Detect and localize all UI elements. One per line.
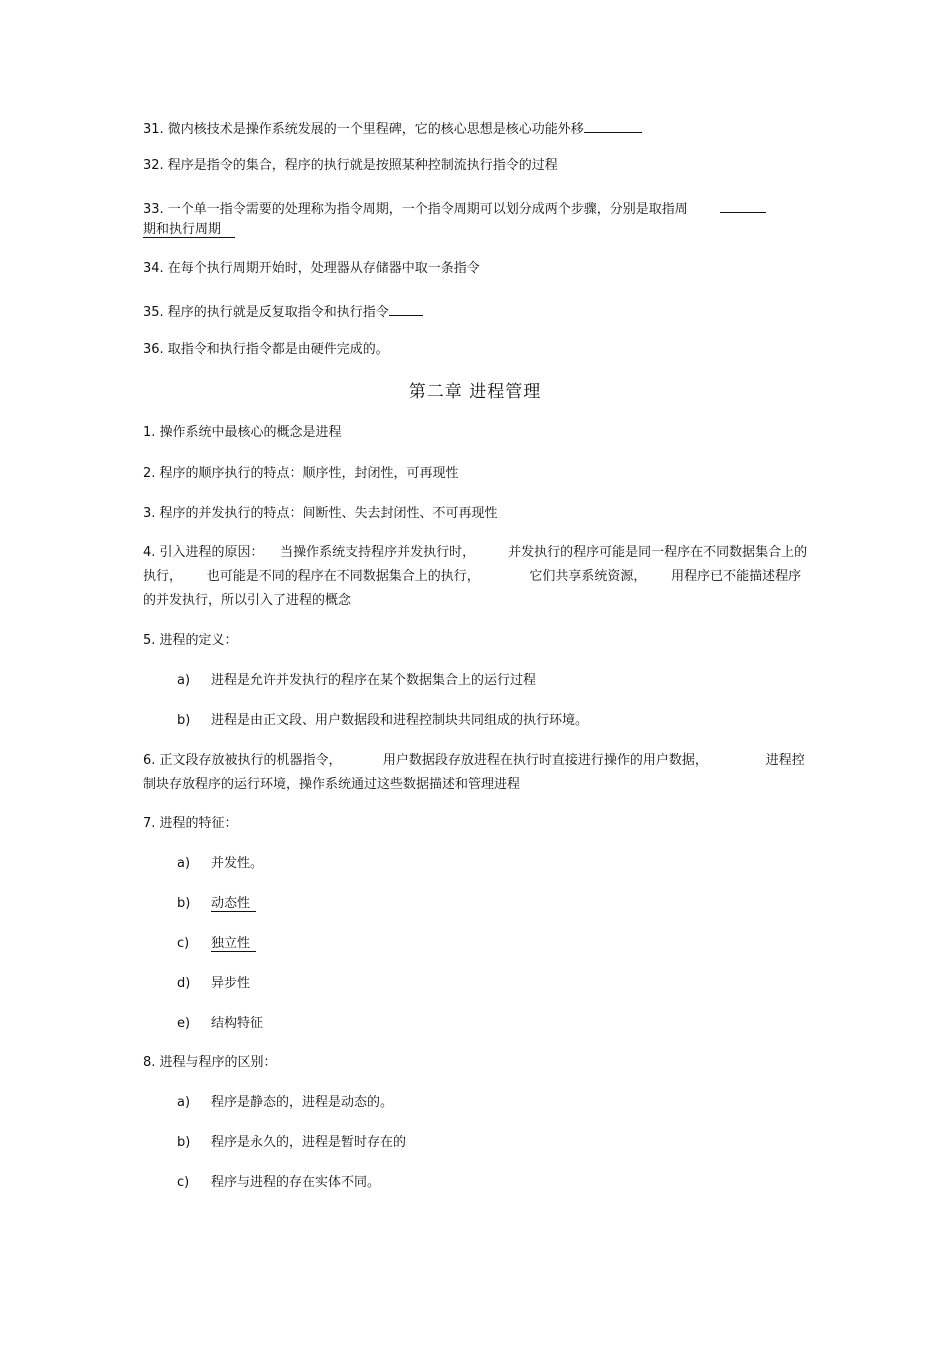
- list-item: [177, 935, 256, 953]
- chapter2-question-8-text: 8. 进程与程序的区别：: [143, 1055, 277, 1070]
- question-31-text: 31. 微内核技术是操作系统发展的一个里程碑，它的核心思想是核心功能外移: [143, 122, 584, 137]
- question-33-continued-text: 期和执行周期: [143, 222, 235, 238]
- chapter2-question-7: [143, 815, 238, 833]
- list-item-text: 程序与进程的存在实体不同。: [211, 1175, 381, 1190]
- chapter2-question-5: [143, 632, 238, 650]
- list-item: [177, 855, 263, 873]
- list-item: [177, 672, 536, 690]
- question-34-text: 34. 在每个执行周期开始时，处理器从存储器中取一条指令: [143, 261, 480, 276]
- list-item-text: 并发性。: [211, 856, 264, 871]
- list-item: [177, 712, 588, 730]
- list-marker: a): [177, 1095, 191, 1110]
- question-33-line1: [143, 198, 766, 219]
- question-35: [143, 301, 423, 322]
- list-item: [177, 1094, 393, 1112]
- list-marker: c): [177, 936, 190, 951]
- chapter-title: 第二章 进程管理: [408, 382, 542, 402]
- chapter2-question-5-text: 5. 进程的定义：: [143, 633, 238, 648]
- list-item: [177, 1134, 406, 1152]
- chapter2-question-7-text: 7. 进程的特征：: [143, 816, 238, 831]
- list-item: [177, 1174, 380, 1192]
- question-32: [143, 157, 558, 175]
- chapter2-question-6: 6. 正文段存放被执行的机器指令， 用户数据段存放进程在执行时直接进行操作的用户数据， 进程控制块存放程序的运行环境，操作系统通过这些数据描述和管理进程: [143, 753, 805, 792]
- list-item-text: 进程是由正文段、用户数据段和进程控制块共同组成的执行环境。: [211, 713, 589, 728]
- chapter2-question-2-text: 2. 程序的顺序执行的特点：顺序性，封闭性，可再现性: [143, 466, 459, 481]
- question-34: [143, 260, 480, 278]
- list-marker: a): [177, 856, 191, 871]
- list-marker: b): [177, 713, 191, 728]
- list-item-text: 进程是允许并发执行的程序在某个数据集合上的运行过程: [211, 673, 537, 688]
- list-item-text: 程序是静态的，进程是动态的。: [211, 1095, 394, 1110]
- answer-blank: [389, 301, 423, 316]
- list-marker: c): [177, 1175, 190, 1190]
- question-36-text: 36. 取指令和执行指令都是由硬件完成的。: [143, 342, 389, 357]
- answer-blank: [720, 198, 766, 213]
- list-marker: e): [177, 1016, 191, 1031]
- list-item-text: 结构特征: [211, 1016, 264, 1031]
- chapter2-question-1-text: 1. 操作系统中最核心的概念是进程: [143, 425, 342, 440]
- chapter2-question-3-text: 3. 程序的并发执行的特点：间断性、失去封闭性、不可再现性: [143, 506, 498, 521]
- list-item-text: 程序是永久的，进程是暂时存在的: [211, 1135, 407, 1150]
- chapter2-question-4: 4. 引入进程的原因： 当操作系统支持程序并发执行时， 并发执行的程序可能是同一程序在不同数据集合上的执行， 也可能是不同的程序在不同数据集合上的执行， 它们共享系统资源， 用程序已不能描述程序的并发执行，所以引入了进程的概念: [143, 545, 808, 608]
- chapter2-question-8: [143, 1054, 277, 1072]
- answer-blank: [584, 118, 642, 133]
- question-33-text: 33. 一个单一指令需要的处理称为指令周期，一个指令周期可以划分成两个步骤，分别是取指周: [143, 202, 688, 217]
- list-item-text: 动态性: [211, 896, 256, 912]
- question-35-text: 35. 程序的执行就是反复取指令和执行指令: [143, 305, 389, 320]
- question-31: [143, 118, 642, 139]
- chapter2-question-1: [143, 424, 342, 442]
- list-marker: a): [177, 673, 191, 688]
- list-item-text: 异步性: [211, 976, 251, 991]
- list-marker: b): [177, 896, 191, 911]
- question-33-line2: [143, 221, 235, 239]
- list-item: [177, 975, 250, 993]
- question-32-text: 32. 程序是指令的集合，程序的执行就是按照某种控制流执行指令的过程: [143, 158, 558, 173]
- chapter2-question-3: [143, 505, 498, 523]
- list-marker: d): [177, 976, 191, 991]
- list-item-text: 独立性: [211, 936, 256, 952]
- question-36: [143, 341, 389, 359]
- list-marker: b): [177, 1135, 191, 1150]
- list-item: [177, 1015, 263, 1033]
- list-item: [177, 895, 256, 913]
- chapter2-question-2: [143, 465, 459, 483]
